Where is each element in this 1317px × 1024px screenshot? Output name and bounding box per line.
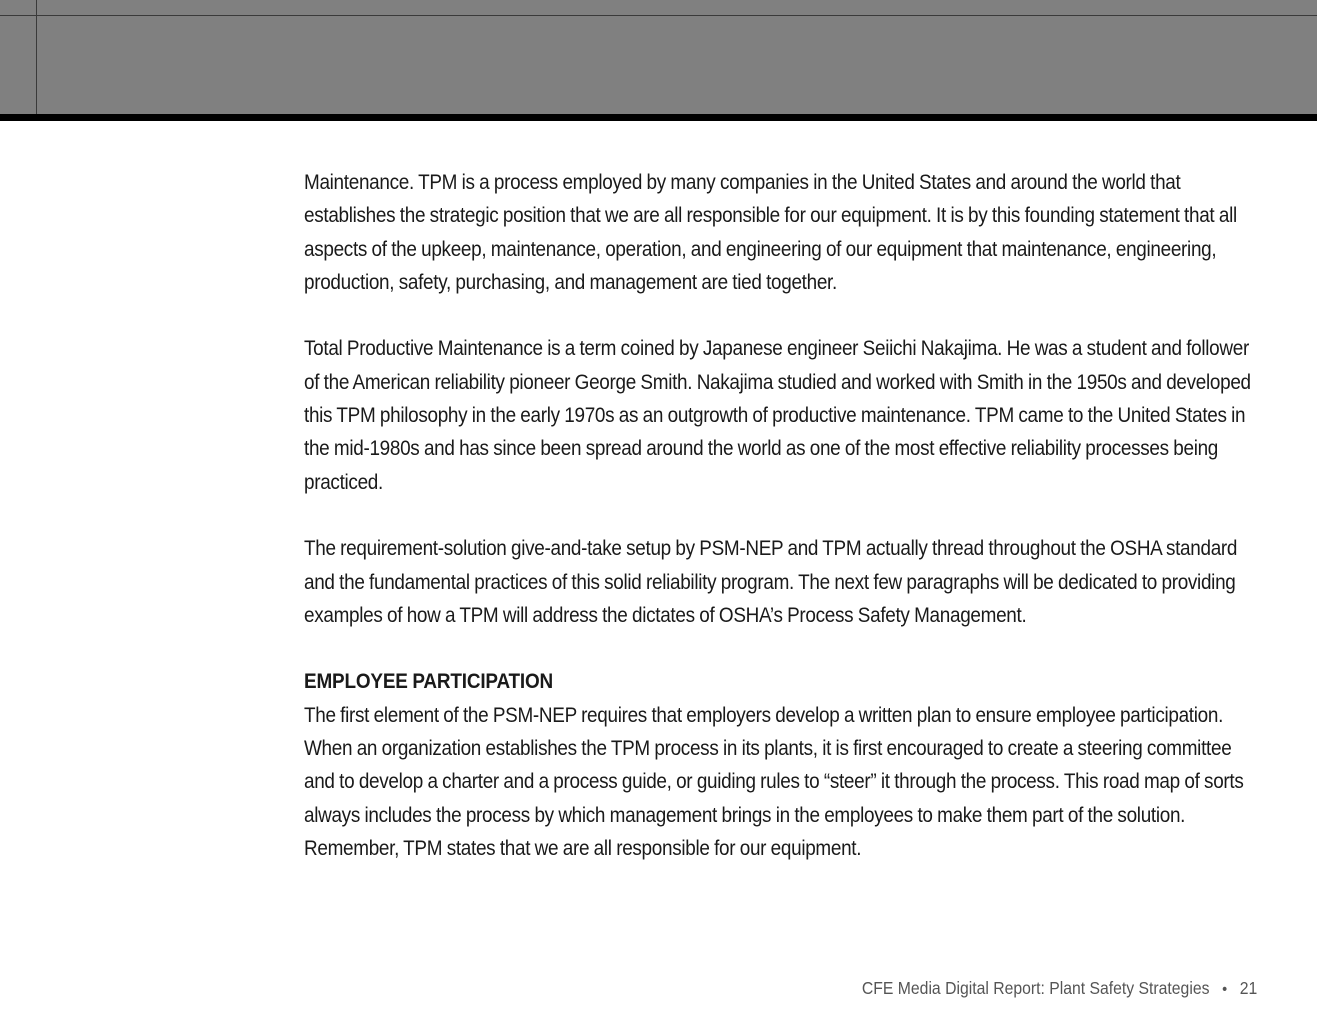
page-footer xyxy=(862,978,1257,999)
header-rule xyxy=(0,114,1317,121)
header-divider-vertical xyxy=(36,0,37,114)
footer-publication: CFE Media Digital Report: Plant Safety Strategies xyxy=(861,978,1210,998)
paragraph-employee-participation: The first element of the PSM-NEP requires that employers develop a written plan to ensure employee participation. When an organization establishes the TPM process in its plants, it is first encouraged to create a steering committee and to develop a charter and a process guide, or guiding rules to “steer” it through the process. This road map of sorts always includes the process by which management brings in the employees to make them part of the solution. Remember, TPM states that we are all responsible for our equipment. xyxy=(304,702,1244,860)
paragraph-requirement-solution: The requirement-solution give-and-take setup by PSM-NEP and TPM actually thread throughout the OSHA standard and the fundamental practices of this solid reliability program. The next few paragraphs will be dedicated to providing examples of how a TPM will address the dictates of OSHA’s Process Safety Management. xyxy=(304,536,1238,627)
header-divider-horizontal xyxy=(0,15,1317,16)
paragraph-tpm-intro: Maintenance. TPM is a process employed by many companies in the United States and around the world that establishes the strategic position that we are all responsible for our equipment. It is by this founding statement that all aspects of the upkeep, maintenance, operation, and engineering of our equipment that maintenance, engineering, production, safety, purchasing, and management are tied together. xyxy=(304,170,1237,294)
section-heading: EMPLOYEE PARTICIPATION xyxy=(304,669,554,694)
page-number: 21 xyxy=(1239,978,1257,998)
header-band xyxy=(0,0,1317,114)
article-body xyxy=(304,166,1263,899)
footer-separator: • xyxy=(1221,981,1227,998)
paragraph-tpm-history: Total Productive Maintenance is a term coined by Japanese engineer Seiichi Nakajima. He was a student and follower of the American reliability pioneer George Smith. Nakajima studied and worked with Smith in the 1950s and developed this TPM philosophy in the early 1970s as an outgrowth of productive maintenance. TPM came to the United States in the mid-1980s and has since been spread around the world as one of the most effective reliability processes being practiced. xyxy=(304,336,1251,494)
